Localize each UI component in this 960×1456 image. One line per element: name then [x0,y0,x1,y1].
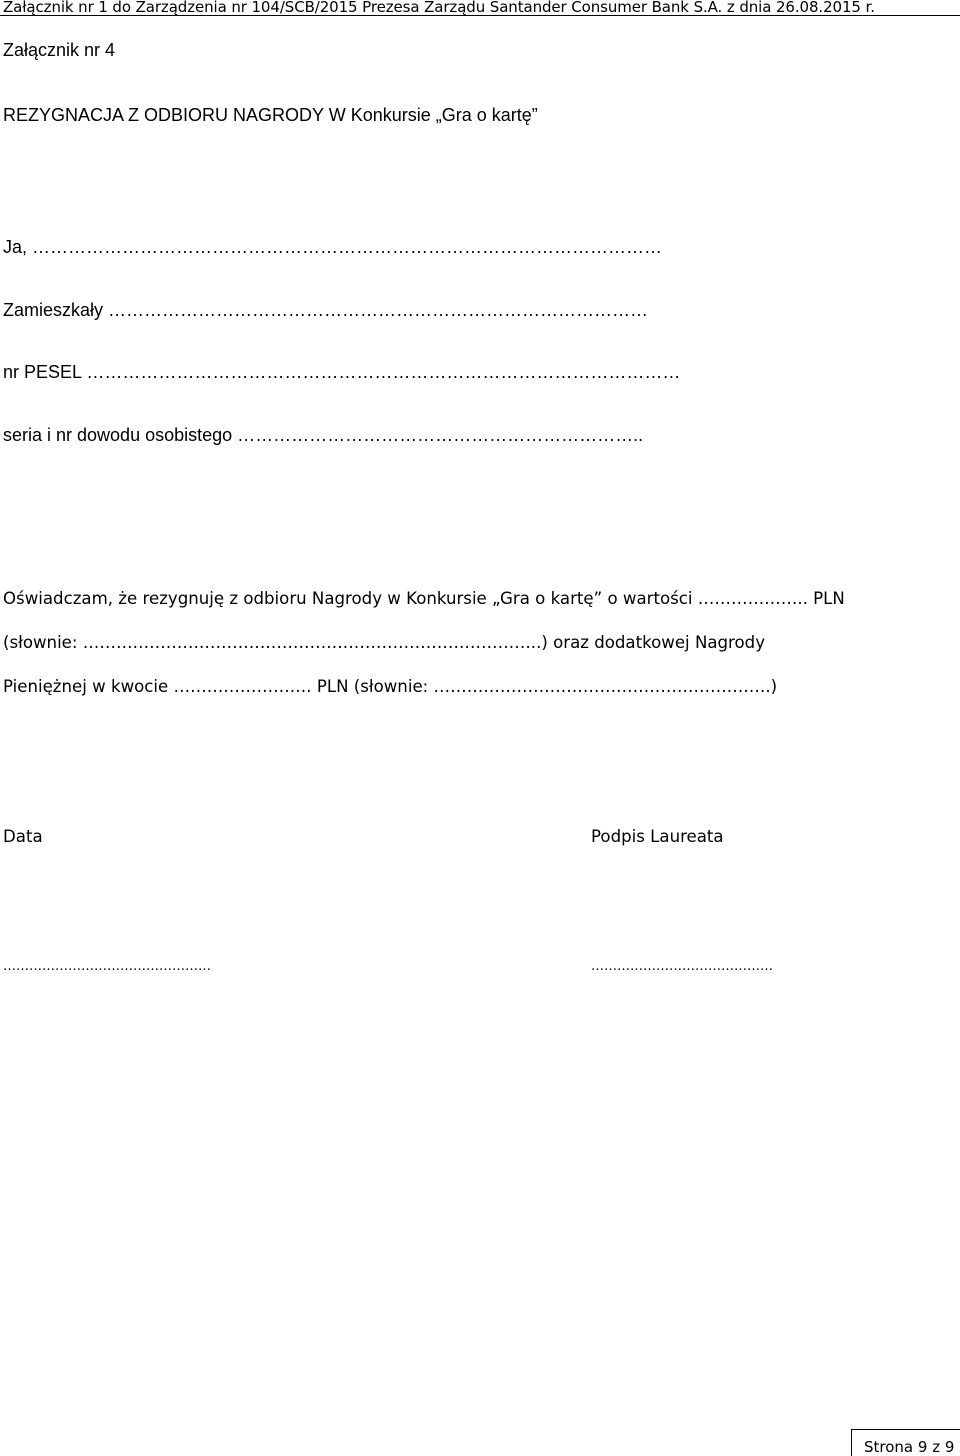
address-field: Zamieszkały ……………………………………………………………………………… [3,300,649,320]
declaration-line-2: (słownie: ………………………………………………………………………..) oraz dodatkowej Nagrody [3,633,766,652]
header-text: Załącznik nr 1 do Zarządzenia nr 104/SCB/2015 Prezesa Zarządu Santander Consumer Bank S.A. z dnia 26.08.2015 r. [3,0,875,16]
page-header [0,0,960,16]
page-number: Strona 9 z 9 [864,1438,955,1456]
page-footer [851,1429,960,1456]
name-field: Ja, …………………………………………………………………………………………… [3,237,663,257]
signature-label: Podpis Laureata [591,827,724,846]
pesel-field: nr PESEL ……………………………………………………………………………………… [3,362,681,382]
id-document-field: seria i nr dowodu osobistego ………………………………………………………….. [3,425,644,445]
date-label: Data [3,827,43,846]
date-signature-line: ………………………………………… [3,959,211,974]
laureate-signature-line: …………………………………… [591,959,773,974]
declaration-line-3: Pieniężnej w kwocie ……………………. PLN (słownie: …………………………………………………….) [3,677,778,696]
document-title: REZYGNACJA Z ODBIORU NAGRODY W Konkursie „Gra o kartę” [3,105,538,125]
annex-title: Załącznik nr 4 [3,40,116,60]
declaration-line-1: Oświadczam, że rezygnuję z odbioru Nagrody w Konkursie „Gra o kartę” o wartości ……………….. PLN [3,589,845,608]
